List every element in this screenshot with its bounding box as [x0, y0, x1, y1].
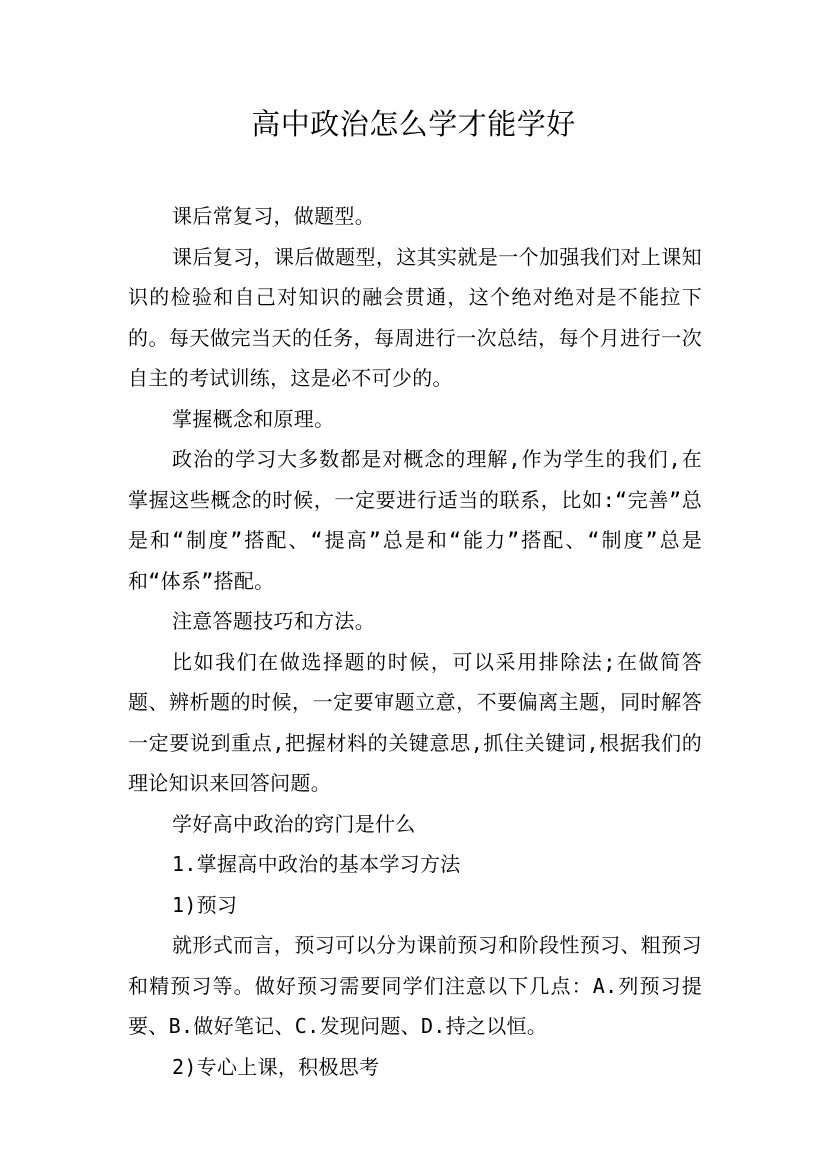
paragraph-4: 政治的学习大多数都是对概念的理解,作为学生的我们,在掌握这些概念的时候，一定要进行适当的联系，比如:“完善”总是和“制度”搭配、“提高”总是和“能力”搭配、“制度”总是和“体系”搭配。 — [128, 447, 702, 593]
paragraph-3: 掌握概念和原理。 — [172, 406, 335, 431]
document-body — [128, 196, 702, 1087]
paragraph-1: 课后常复习，做题型。 — [172, 204, 375, 228]
paragraph-5: 注意答题技巧和方法。 — [172, 609, 375, 633]
paragraph-11: 2)专心上课，积极思考 — [172, 1054, 380, 1079]
paragraph-8: 1.掌握高中政治的基本学习方法 — [172, 852, 461, 876]
paragraph-9: 1)预习 — [172, 892, 238, 917]
document-title: 高中政治怎么学才能学好 — [251, 107, 576, 141]
paragraph-7: 学好高中政治的窍门是什么 — [172, 811, 416, 836]
paragraph-2: 课后复习，课后做题型，这其实就是一个加强我们对上课知识的检验和自己对知识的融会贯通，这个绝对绝对是不能拉下的。每天做完当天的任务，每周进行一次总结，每个月进行一次自主的考试训练，这是必不可少的。 — [128, 244, 702, 390]
paragraph-10: 就形式而言，预习可以分为课前预习和阶段性预习、粗预习和精预习等。做好预习需要同学们注意以下几点：A.列预习提要、B.做好笔记、C.发现问题、D.持之以恒。 — [128, 933, 702, 1038]
paragraph-6: 比如我们在做选择题的时候，可以采用排除法;在做简答题、辨析题的时候，一定要审题立意，不要偏离主题，同时解答一定要说到重点,把握材料的关键意思,抓住关键词,根据我们的理论知识来回答问题。 — [128, 649, 702, 795]
